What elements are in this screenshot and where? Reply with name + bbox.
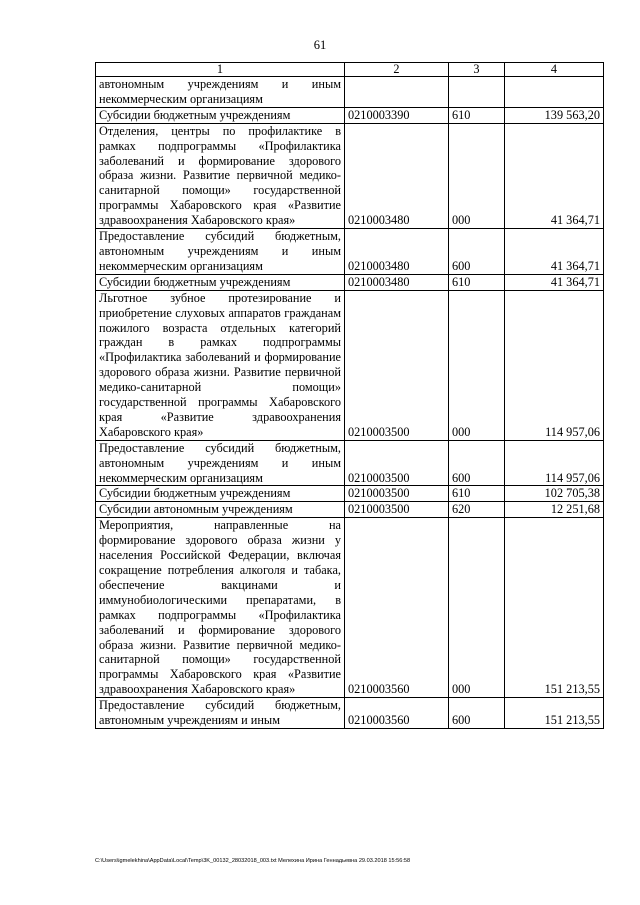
row-sum: 41 364,71	[505, 274, 604, 290]
row-code: 0210003500	[345, 290, 449, 440]
row-name: Предоставление субсидий бюджетным, автономным учреждениям и иным некоммерческим организациям	[96, 229, 345, 275]
row-sum: 102 705,38	[505, 486, 604, 502]
table-row	[96, 274, 604, 290]
row-sum: 114 957,06	[505, 290, 604, 440]
page-number: 61	[313, 38, 327, 52]
table-row	[96, 698, 604, 729]
row-code	[345, 77, 449, 108]
table-header-row	[96, 63, 604, 77]
row-code: 0210003560	[345, 518, 449, 698]
row-sum: 151 213,55	[505, 518, 604, 698]
row-vr: 600	[449, 229, 505, 275]
column-header-vr: 3	[449, 63, 505, 77]
row-code: 0210003500	[345, 486, 449, 502]
row-vr: 600	[449, 698, 505, 729]
row-vr	[449, 77, 505, 108]
row-name: Предоставление субсидий бюджетным, автономным учреждениям и иным	[96, 698, 345, 729]
table-row	[96, 77, 604, 108]
row-name: автономным учреждениям и иным некоммерческим организациям	[96, 77, 345, 108]
row-name: Субсидии бюджетным учреждениям	[96, 486, 345, 502]
row-vr: 610	[449, 274, 505, 290]
row-vr: 000	[449, 518, 505, 698]
row-sum: 139 563,20	[505, 107, 604, 123]
row-code: 0210003500	[345, 440, 449, 486]
row-name: Предоставление субсидий бюджетным, автономным учреждениям и иным некоммерческим организациям	[96, 440, 345, 486]
file-path-footer: C:\Users\igmelekhina\AppData\Local\Temp\3K_00132_28032018_003.txt Мелехина Ирина Геннадьевна 29.03.2018 15:56:58	[95, 858, 411, 864]
table-row	[96, 486, 604, 502]
row-name: Отделения, центры по профилактике в рамках подпрограммы «Профилактика заболеваний и формирование здорового образа жизни. Развитие первичной медико-санитарной помощи» государственной программы Хабаровского края «Развитие здравоохранения Хабаровского края»	[96, 123, 345, 228]
table-row	[96, 290, 604, 440]
row-vr: 610	[449, 486, 505, 502]
row-code: 0210003500	[345, 502, 449, 518]
table-row	[96, 123, 604, 228]
table-row	[96, 502, 604, 518]
row-code: 0210003390	[345, 107, 449, 123]
row-sum: 41 364,71	[505, 123, 604, 228]
column-header-code: 2	[345, 63, 449, 77]
row-sum: 151 213,55	[505, 698, 604, 729]
table-row	[96, 518, 604, 698]
table-row	[96, 440, 604, 486]
row-name: Субсидии автономным учреждениям	[96, 502, 345, 518]
row-vr: 600	[449, 440, 505, 486]
column-header-sum: 4	[505, 63, 604, 77]
row-vr: 000	[449, 123, 505, 228]
row-name: Субсидии бюджетным учреждениям	[96, 107, 345, 123]
row-sum: 114 957,06	[505, 440, 604, 486]
row-code: 0210003480	[345, 123, 449, 228]
row-vr: 000	[449, 290, 505, 440]
row-name: Субсидии бюджетным учреждениям	[96, 274, 345, 290]
row-vr: 610	[449, 107, 505, 123]
row-name: Льготное зубное протезирование и приобретение слуховых аппаратов гражданам пожилого возраста отдельных категорий граждан в рамках подпрограммы «Профилактика заболеваний и формирование здорового образа жизни. Развитие первичной медико-санитарной помощи» государственной программы Хабаровского края «Развитие здравоохранения Хабаровского края»	[96, 290, 345, 440]
table-row	[96, 229, 604, 275]
row-sum: 41 364,71	[505, 229, 604, 275]
row-code: 0210003480	[345, 274, 449, 290]
row-vr: 620	[449, 502, 505, 518]
row-code: 0210003560	[345, 698, 449, 729]
column-header-name: 1	[96, 63, 345, 77]
row-sum: 12 251,68	[505, 502, 604, 518]
budget-table	[95, 62, 604, 729]
row-code: 0210003480	[345, 229, 449, 275]
row-sum	[505, 77, 604, 108]
row-name: Мероприятия, направленные на формирование здорового образа жизни у населения Российской Федерации, включая сокращение потребления алкоголя и табака, обеспечение вакцинами и иммунобиологическими препаратами, в рамках подпрограммы «Профилактика заболеваний и формирование здорового образа жизни. Развитие первичной медико-санитарной помощи» государственной программы Хабаровского края «Развитие здравоохранения Хабаровского края»	[96, 518, 345, 698]
table-row	[96, 107, 604, 123]
